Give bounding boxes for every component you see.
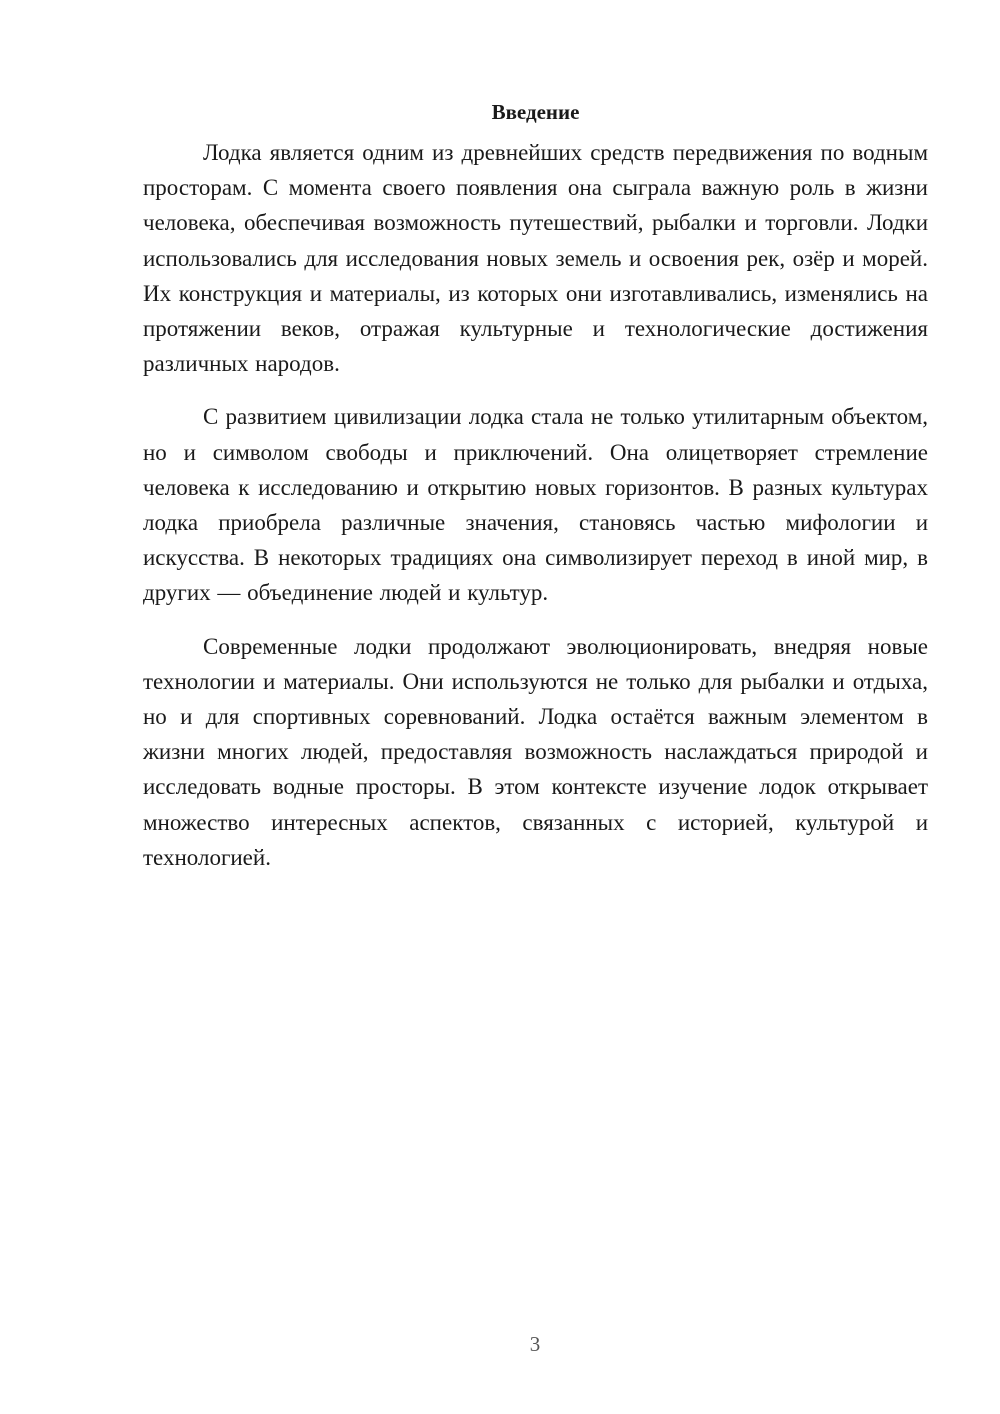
paragraph-1: Лодка является одним из древнейших средств передвижения по водным просторам. С момента своего появления она сыграла важную роль в жизни человека, обеспечивая возможность путешествий, рыбалки и торговли. Лодки использовались для исследования новых земель и освоения рек, озёр и морей. Их конструкция и материалы, из которых они изготавливались, изменялись на протяжении веков, отражая культурные и технологические достижения различных народов. [143, 140, 928, 377]
page-content [143, 98, 928, 875]
page-number: 3 [529, 1332, 541, 1356]
page-title: Введение [491, 100, 580, 124]
paragraph-2: С развитием цивилизации лодка стала не только утилитарным объектом, но и символом свободы и приключений. Она олицетворяет стремление человека к исследованию и открытию новых горизонтов. В разных культурах лодка приобрела различные значения, становясь частью мифологии и искусства. В некоторых традициях она символизирует переход в иной мир, в других — объединение людей и культур. [143, 404, 928, 606]
paragraph-3: Современные лодки продолжают эволюционировать, внедряя новые технологии и материалы. Они используются не только для рыбалки и отдыха, но и для спортивных соревнований. Лодка остаётся важным элементом в жизни многих людей, предоставляя возможность наслаждаться природой и исследовать водные просторы. В этом контексте изучение лодок открывает множество интересных аспектов, связанных с историей, культурой и технологией. [143, 633, 928, 870]
